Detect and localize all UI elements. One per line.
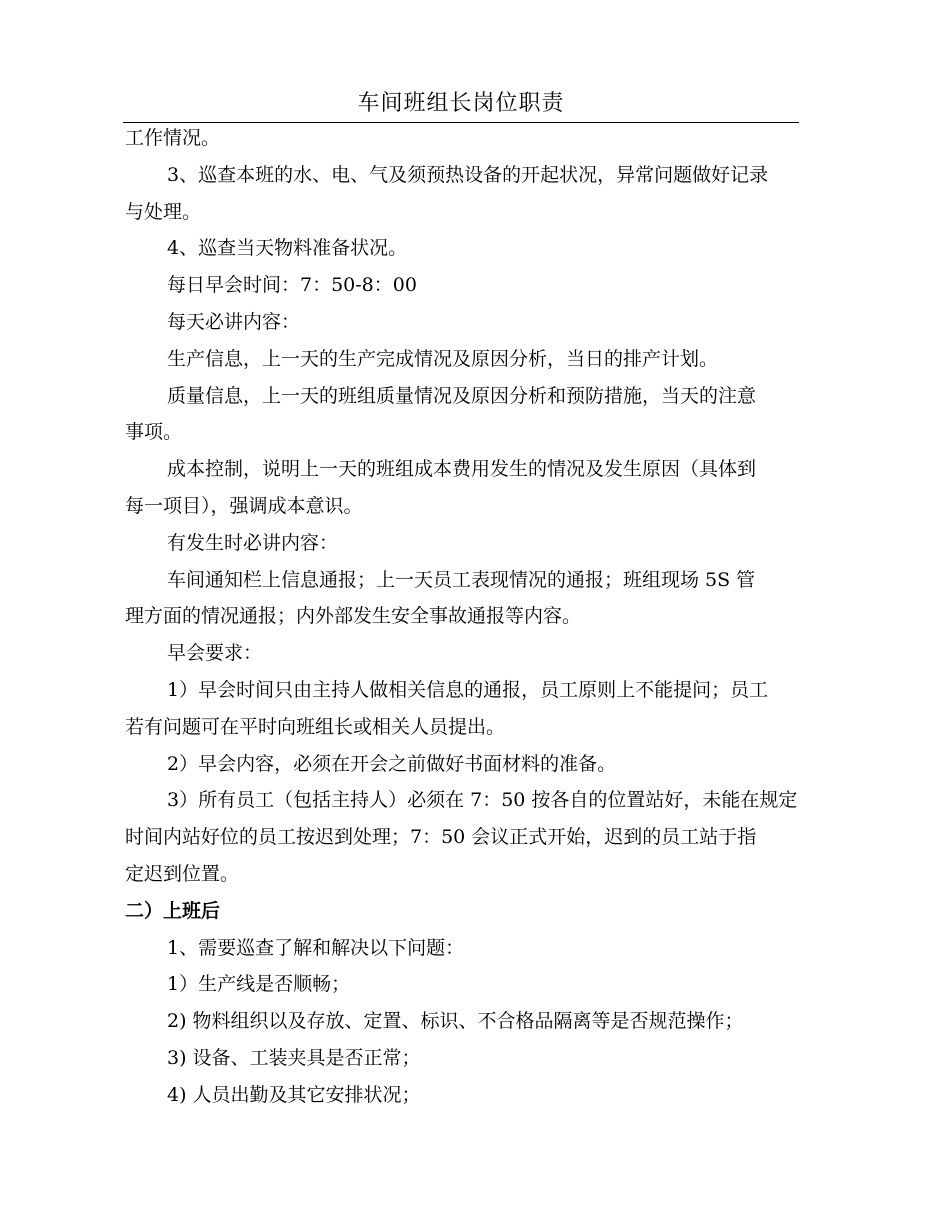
- text-line: 2) 物料组织以及存放、定置、标识、不合格品隔离等是否规范操作；: [167, 1010, 744, 1033]
- text-line: 2）早会内容，必须在开会之前做好书面材料的准备。: [167, 752, 617, 775]
- document-title: 车间班组长岗位职责: [357, 91, 565, 116]
- text-line: 3) 设备、工装夹具是否正常；: [167, 1046, 421, 1069]
- text-line: 每一项目），强调成本意识。: [125, 494, 363, 517]
- text-line: 质量信息，上一天的班组质量情况及原因分析和预防措施，当天的注意: [167, 384, 757, 407]
- text-line: 定迟到位置。: [125, 862, 240, 885]
- text-line: 生产信息，上一天的生产完成情况及原因分析，当日的排产计划。: [167, 347, 719, 370]
- text-line: 1）生产线是否顺畅；: [167, 973, 351, 996]
- text-line: 1）早会时间只由主持人做相关信息的通报，员工原则上不能提问；员工: [167, 678, 769, 701]
- text-line: 4) 人员出勤及其它安排状况；: [167, 1083, 421, 1106]
- text-line: 有发生时必讲内容：: [167, 531, 339, 554]
- page-header: [123, 86, 799, 123]
- text-line: 4、巡查当天物料准备状况。: [167, 237, 408, 260]
- text-line: 时间内站好位的员工按迟到处理；7：50 会议正式开始，迟到的员工站于指: [125, 826, 757, 849]
- text-line: 每日早会时间：7：50-8：00: [167, 274, 417, 297]
- text-line: 1、需要巡查了解和解决以下问题：: [167, 936, 465, 959]
- text-line: 3、巡查本班的水、电、气及须预热设备的开起状况，异常问题做好记录: [167, 163, 769, 186]
- text-line: 若有问题可在平时向班组长或相关人员提出。: [125, 715, 506, 738]
- text-line: 每天必讲内容：: [167, 310, 301, 333]
- text-line: 3）所有员工（包括主持人）必须在 7：50 按各自的位置站好，未能在规定: [167, 789, 798, 812]
- section-heading: 二）上班后: [125, 899, 221, 922]
- text-line: 早会要求：: [167, 642, 263, 665]
- text-line: 与处理。: [125, 200, 202, 223]
- text-line: 成本控制，说明上一天的班组成本费用发生的情况及发生原因（具体到: [167, 458, 757, 481]
- document-body: [125, 120, 830, 1114]
- text-line: 车间通知栏上信息通报；上一天员工表现情况的通报；班组现场 5S 管: [167, 568, 756, 591]
- text-line: 理方面的情况通报；内外部发生安全事故通报等内容。: [125, 605, 582, 628]
- text-line: 工作情况。: [125, 127, 221, 149]
- text-line: 事项。: [125, 421, 183, 444]
